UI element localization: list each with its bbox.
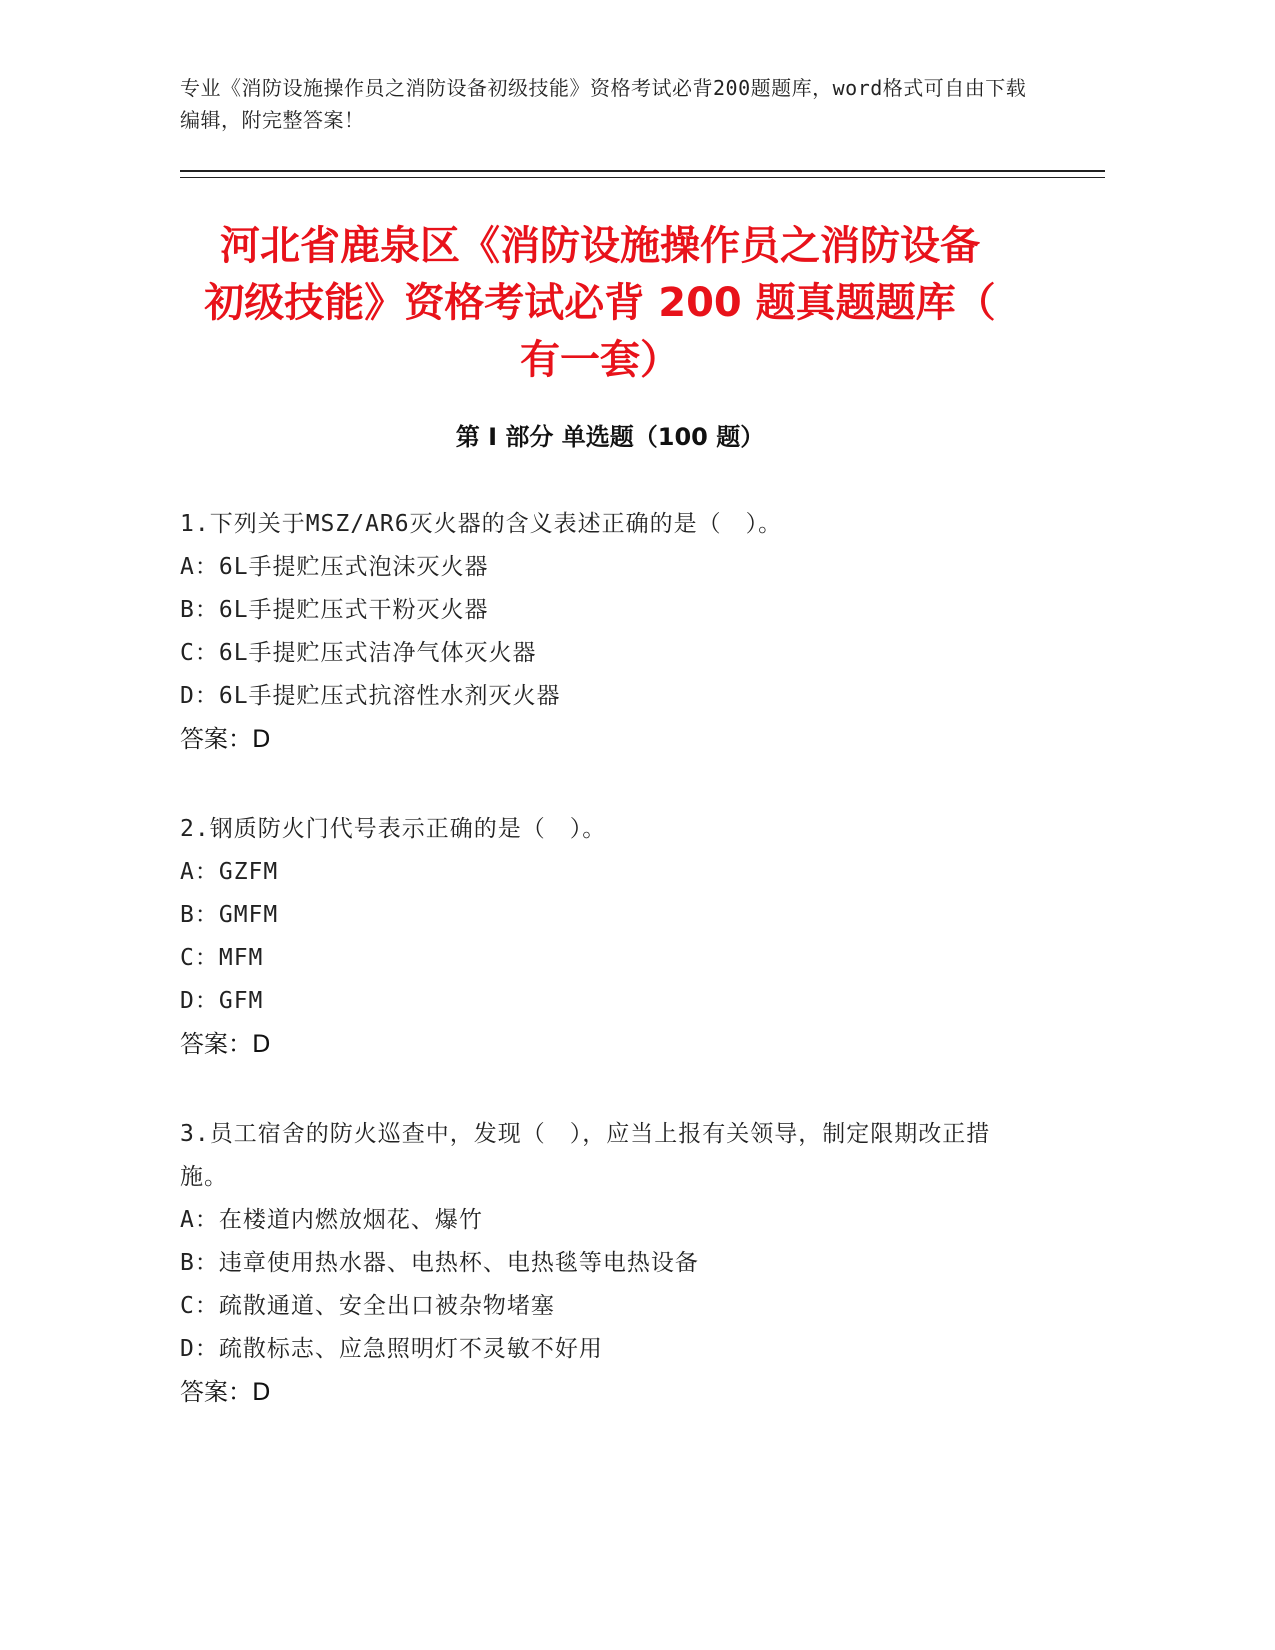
title-line-3: 有一套） <box>520 337 680 383</box>
question-stem: 2.钢质防火门代号表示正确的是（ ）。 <box>180 816 607 842</box>
option-c: C：MFM <box>180 945 264 971</box>
header-rule-thin <box>180 177 1105 178</box>
header-note: 专业《消防设施操作员之消防设备初级技能》资格考试必背200题题库，word格式可自由下载编辑，附完整答案！ <box>180 76 1027 132</box>
answer: 答案：D <box>180 1030 271 1058</box>
option-a: A：6L手提贮压式泡沫灭火器 <box>180 554 489 580</box>
answer: 答案：D <box>180 725 271 753</box>
option-d: D：GFM <box>180 988 264 1014</box>
option-d: D：6L手提贮压式抗溶性水剂灭火器 <box>180 683 561 709</box>
option-c: C：6L手提贮压式洁净气体灭火器 <box>180 640 537 666</box>
question-1 <box>180 503 1020 761</box>
answer: 答案：D <box>180 1378 271 1406</box>
option-b: B：6L手提贮压式干粉灭火器 <box>180 597 489 623</box>
question-stem: 3.员工宿舍的防火巡查中，发现（ ），应当上报有关领导，制定限期改正措施。 <box>180 1121 991 1190</box>
title-line-2: 初级技能》资格考试必背 200 题真题题库（ <box>204 280 996 326</box>
header-rule-thick <box>180 170 1105 172</box>
option-a: A：在楼道内燃放烟花、爆竹 <box>180 1207 483 1233</box>
question-3 <box>180 1113 1020 1414</box>
document-title <box>170 218 1030 389</box>
option-b: B：违章使用热水器、电热杯、电热毯等电热设备 <box>180 1250 699 1276</box>
question-2 <box>180 808 1020 1066</box>
option-d: D：疏散标志、应急照明灯不灵敏不好用 <box>180 1336 603 1362</box>
title-line-1: 河北省鹿泉区《消防设施操作员之消防设备 <box>220 223 980 269</box>
option-a: A：GZFM <box>180 859 279 885</box>
question-stem: 1.下列关于MSZ/AR6灭火器的含义表述正确的是（ ）。 <box>180 511 783 537</box>
option-c: C：疏散通道、安全出口被杂物堵塞 <box>180 1293 555 1319</box>
option-b: B：GMFM <box>180 902 279 928</box>
section-title: 第 I 部分 单选题（100 题） <box>455 423 765 451</box>
